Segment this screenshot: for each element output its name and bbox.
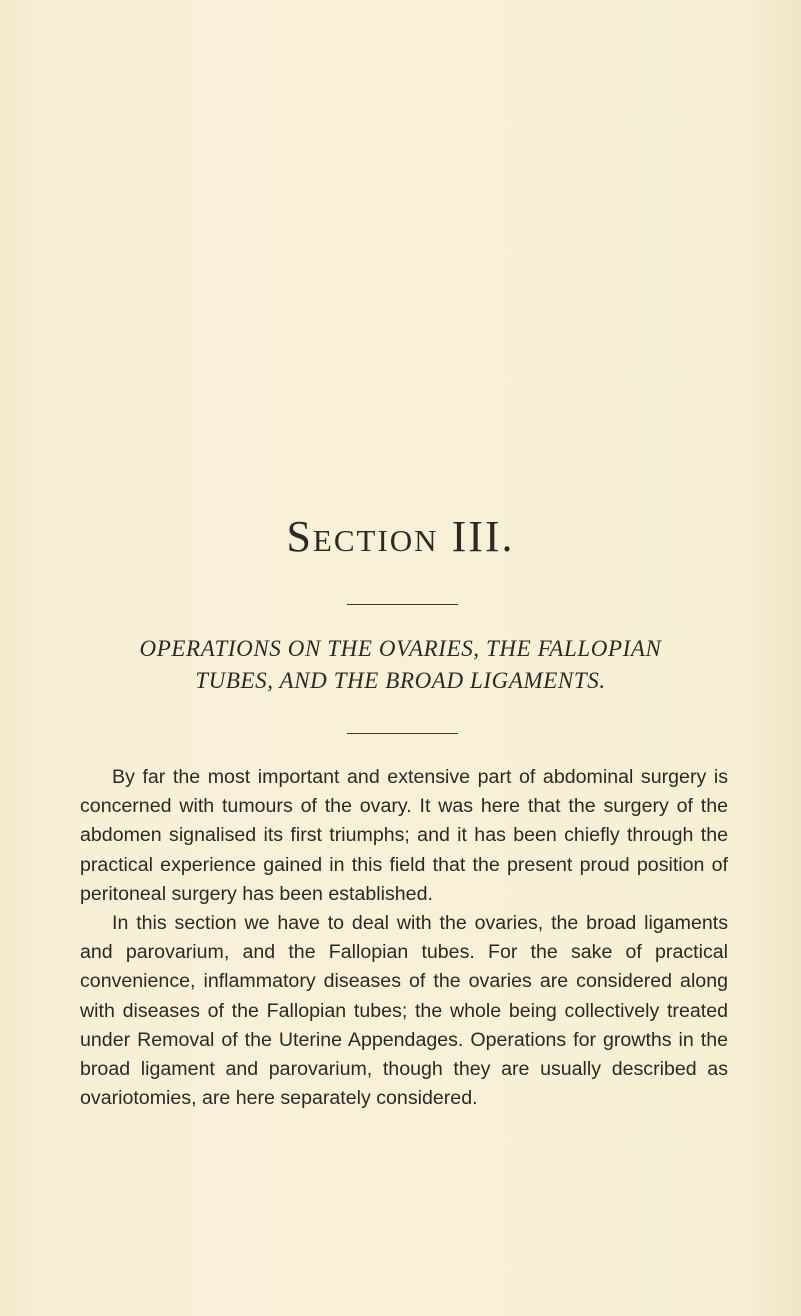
subtitle-line-1: OPERATIONS ON THE OVARIES, THE FALLOPIAN [139, 636, 662, 661]
subtitle-line-2: TUBES, AND THE BROAD LIGAMENTS. [195, 668, 606, 693]
paragraph-1: By far the most important and extensive part of abdominal surgery is concerned with tumours of the ovary. It was here that the surgery of the abdomen signalised its first triumphs; and it has been chiefly through the practical experience gained in this field that the present proud position of peritoneal surgery has been established. [80, 766, 728, 905]
body-text [80, 763, 728, 1113]
section-subtitle [0, 633, 801, 697]
section-heading: Section III. [286, 512, 515, 561]
top-divider-rule [347, 604, 458, 605]
paragraph-2: In this section we have to deal with the ovaries, the broad ligaments and parovarium, and the Fallopian tubes. For the sake of practical convenience, inflammatory diseases of the ovaries are considered along with diseases of the Fallopian tubes; the whole being collectively treated under Removal of the Uterine Appendages. Operations for growths in the broad ligament and parovarium, though they are usually described as ovariotomies, are here separately considered. [80, 912, 728, 1110]
bottom-divider-rule [347, 733, 458, 734]
